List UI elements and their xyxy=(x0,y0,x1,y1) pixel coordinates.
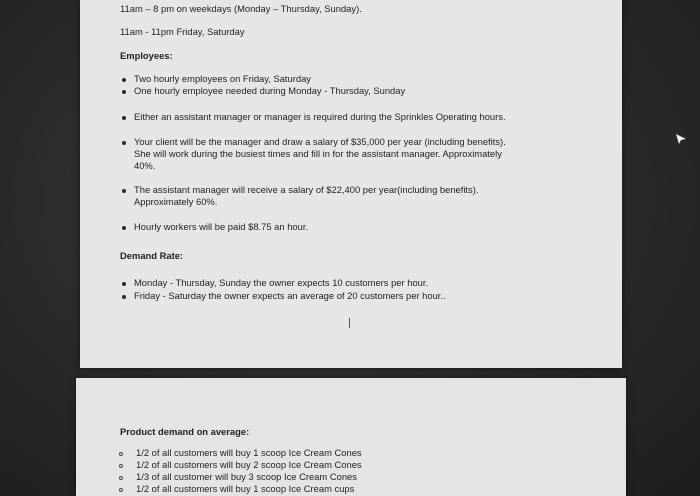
hours-weekend: 11am - 11pm Friday, Saturday xyxy=(120,26,245,37)
document-page-2 xyxy=(76,378,626,496)
bullet xyxy=(122,189,126,193)
list-item: Your client will be the manager and draw a salary of $35,000 per year (including benefits). xyxy=(134,136,506,147)
bullet xyxy=(122,282,126,286)
mouse-pointer-icon xyxy=(674,132,688,146)
list-item: Two hourly employees on Friday, Saturday xyxy=(134,73,311,84)
text-cursor xyxy=(349,318,350,328)
bullet xyxy=(122,226,126,230)
document-page-1 xyxy=(80,0,622,368)
list-item: 1/2 of all customers will buy 2 scoop Ice Cream Cones xyxy=(136,459,362,470)
bullet xyxy=(122,116,126,120)
circle-bullet xyxy=(119,464,123,468)
employees-heading: Employees: xyxy=(120,50,173,61)
list-item: Hourly workers will be paid $8.75 an hour. xyxy=(134,221,309,232)
circle-bullet xyxy=(119,476,123,480)
bullet xyxy=(122,90,126,94)
list-item: One hourly employee needed during Monday - Thursday, Sunday xyxy=(134,85,406,96)
list-item: The assistant manager will receive a salary of $22,400 per year(including benefits). xyxy=(134,184,479,195)
list-item-continuation: 40%. xyxy=(134,160,156,171)
bullet xyxy=(122,78,126,82)
hours-weekday: 11am – 8 pm on weekdays (Monday – Thursday, Sunday). xyxy=(120,3,362,14)
list-item: Either an assistant manager or manager is required during the Sprinkles Operating hours. xyxy=(134,111,506,122)
list-item: Monday - Thursday, Sunday the owner expects 10 customers per hour. xyxy=(134,277,429,288)
product-heading: Product demand on average: xyxy=(120,426,250,437)
bullet xyxy=(122,141,126,145)
demand-heading: Demand Rate: xyxy=(120,250,184,261)
list-item-continuation: She will work during the busiest times and fill in for the assistant manager. Approximately xyxy=(134,148,502,159)
circle-bullet xyxy=(119,452,123,456)
list-item: 1/2 of all customers will buy 1 scoop Ice Cream Cones xyxy=(136,447,362,458)
bullet xyxy=(122,295,126,299)
list-item: 1/2 of all customers will buy 1 scoop Ice Cream cups xyxy=(136,483,355,494)
circle-bullet xyxy=(119,488,123,492)
list-item-continuation: Approximately 60%. xyxy=(134,196,218,207)
list-item: Friday - Saturday the owner expects an average of 20 customers per hour.. xyxy=(134,290,446,301)
list-item: 1/3 of all customer will buy 3 scoop Ice Cream Cones xyxy=(136,471,357,482)
